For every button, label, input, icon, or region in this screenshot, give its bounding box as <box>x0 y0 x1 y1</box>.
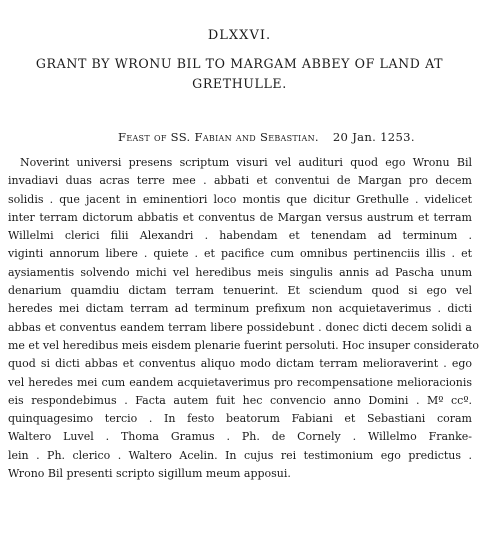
text-line: solidis . que jacent in eminentiori loco montis que dicitur Grethulle . videlicet <box>8 192 472 206</box>
text-line: denarium quamdiu dictam terram tenuerint. Et sciendum quod si ego vel <box>8 284 472 298</box>
text-line: heredes mei dictam terram ad terminum prefixum non acquietaverimus . dicti <box>8 302 472 316</box>
title-line-1: GRANT BY WRONU BIL TO MARGAM ABBEY OF LAND AT <box>35 56 444 71</box>
text-line: Waltero Luvel . Thoma Gramus . Ph. de Cornely . Willelmo Franke- <box>8 430 472 444</box>
text-line: eis respondebimus . Facta autem fuit hec convencio anno Domini . Mº ccº. <box>8 393 472 407</box>
text-line: Noverint universi presens scriptum visuri vel audituri quod ego Wronu Bil <box>20 156 472 169</box>
text-line: viginti annorum libere . quiete . et pacifice cum omnibus pertinenciis illis . et <box>8 247 472 261</box>
charter-text <box>8 154 479 483</box>
text-line: lein . Ph. clerico . Waltero Acelin. In cujus rei testimonium ego predictus . <box>8 448 472 462</box>
charter-number: DLXXVI. <box>207 28 272 43</box>
charter-title <box>6 54 473 94</box>
charter-date: 20 Jan. 1253. <box>332 130 415 144</box>
text-line: quinquagesimo tercio . In festo beatorum Fabiani et Sebastiani coram <box>8 412 472 426</box>
text-line: Wrono Bil presenti scripto sigillum meum apposui. <box>8 467 291 481</box>
dateline <box>118 130 415 144</box>
text-line: me et vel heredibus meis eisdem plenarie fuerint persoluti. Hoc insuper considerato <box>8 338 479 352</box>
title-line-2: GRETHULLE. <box>192 76 287 91</box>
text-line: Willelmi clerici filii Alexandri . habendam et tenendam ad terminum . <box>8 229 472 243</box>
text-line: inter terram dictorum abbatis et conventus de Margan versus austrum et terram <box>8 210 472 224</box>
text-line: invadiavi duas acras terre mee . abbati et conventui de Margan pro decem <box>8 174 472 188</box>
feast-name: Feast of SS. Fabian and Sebastian. <box>118 130 319 144</box>
text-line: abbas et conventus eandem terram libere possidebunt . donec dicti decem solidi a <box>8 320 472 334</box>
text-line: quod si dicti abbas et conventus aliquo modo dictam terram melioraverint . ego <box>8 357 472 371</box>
text-line: vel heredes mei cum eandem acquietaverimus pro recompensatione melioracionis <box>8 375 472 389</box>
text-line: aysiamentis solvendo michi vel heredibus meis singulis annis ad Pascha unum <box>8 265 472 279</box>
